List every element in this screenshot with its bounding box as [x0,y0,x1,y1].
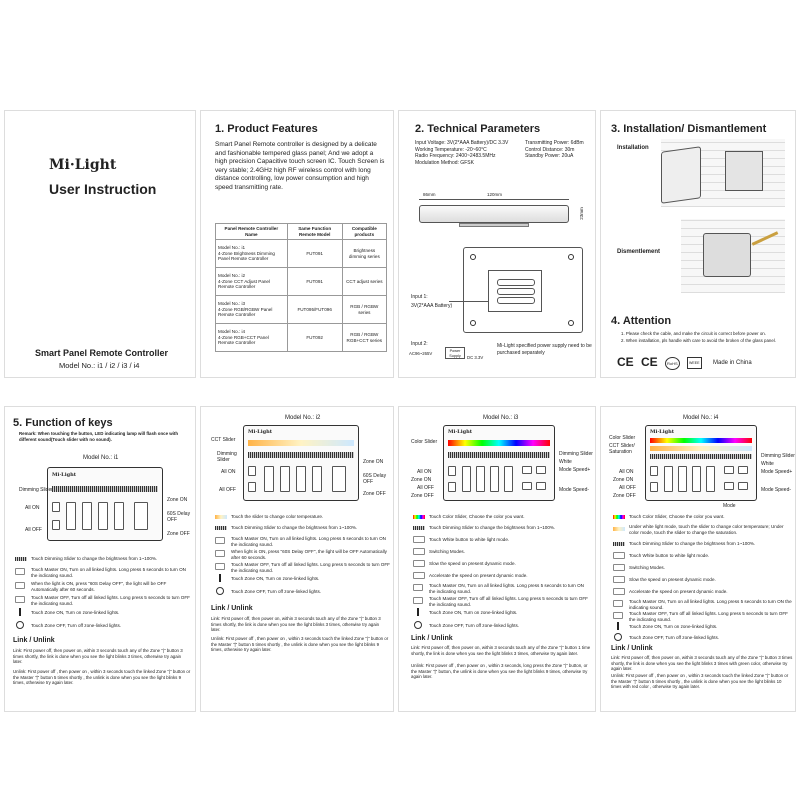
zone-off-icon [614,633,622,641]
all-on-icon [613,600,623,607]
keys-remark: Remark: When touching the button, LED indicating lamp will flash once with different sound(Touch slider with no sound). [19,431,179,442]
all-on-icon [413,584,423,591]
keys-heading: 5. Function of keys [13,417,113,429]
all-on-icon [215,537,225,544]
manual-title: User Instruction [49,181,157,197]
legend-item: Touch Color Slider, Choose the color you want. [429,514,525,519]
table-cell: CCT adjust series [342,268,386,296]
label-mode: Mode [723,503,736,509]
table-cell: RGB / RGBW series [342,296,386,324]
legend-item: Switching Modes. [429,549,466,554]
spec-right: Transmitting Power: 6dBm Control Distance: 30m Standby Power: 20uA [525,140,584,159]
label-all-on: All ON [221,469,236,475]
link-heading: Link / Unlink [13,637,55,644]
table-row [216,240,387,268]
spec-left: Input Voltage: 3V(2*AAA Battery)/DC 3.3V Working Temperature: -20~60°C Radio Frequency: 2400~2483.5MHz Modulation Method: GFSK [415,140,509,166]
legend-slider-icon [613,542,625,546]
device-back-rail [459,223,529,227]
label-zone-on: Zone ON [363,459,384,465]
device-back-view [463,247,583,333]
zone-on-icon [219,574,221,582]
speed-minus-icon [613,576,625,583]
zone-3-key[interactable] [296,466,306,492]
label-delay-off: 60S Delay OFF [167,511,191,523]
screwdriver-icon [752,231,779,246]
label-speed-minus: Mode Speed- [761,487,792,493]
legend-item: Accelerate the speed on present dynamic mode. [629,589,728,594]
legend-item: Switching Modes. [629,565,666,570]
label-zone-off: Zone OFF [167,531,190,537]
speed-plus-key[interactable] [536,466,546,474]
installation-heading: 3. Installation/ Dismantlement [611,123,767,135]
legend-item: Accelerate the speed on present dynamic mode. [429,573,528,578]
legend-item: Touch Master OFF, Turn off all linked lights. Long press 5 seconds to turn OFF the indicating sound. [231,562,390,573]
input1-leader [449,301,489,302]
label-dimming-slider: Dimming Slider [559,451,593,457]
white-key[interactable] [522,466,532,474]
dismantle-label: Dismentlement [617,249,661,255]
label-zone-off: Zone OFF [411,493,434,499]
label-dimming-slider: Dimming Slider [19,487,53,493]
attention-item: 1. Please check the cable, and make the circuit is correct before power on. [621,331,766,336]
link-heading: Link / Unlink [211,605,253,612]
remote-i3 [443,425,555,501]
legend-item: Slow the speed on present dynamic mode. [629,577,716,582]
mode-key[interactable] [724,482,734,490]
made-in-label: Made in China [713,360,752,366]
legend-item: Touch Zone ON, Turn on zone-linked lights. [629,624,718,629]
install-wall [661,139,785,207]
table-cell: FUT091 [287,240,342,268]
legend-item: Touch Master ON, Turn on all linked lights. Long press 5 seconds to turn ON the indicating sound. [31,567,186,578]
label-all-on: All ON [619,469,634,475]
legend-item: Touch the slider to change color temperature. [231,514,324,519]
speed-minus-icon [413,560,425,567]
label-white: White [761,461,774,467]
keys-panel [4,406,196,712]
legend-item: When the light is ON, press "60S Delay OFF", the light will be OFF Automatically after 60 seconds. [31,581,167,592]
legend-item: Touch Zone OFF, Turn off zone-linked lights. [429,623,520,628]
model-title: Model No.: i2 [285,415,321,421]
legend-item: Touch Master OFF, Turn off all linked lights. Long press 5 seconds to turn OFF the indicating sound. [629,611,788,622]
table-cell: RGB / RGBW RGB+CCT series [342,324,386,352]
zone-1-key[interactable] [664,466,673,492]
screw-hole [568,320,574,326]
label-zone-off: Zone OFF [613,493,636,499]
all-off-key[interactable] [248,482,256,492]
speed-plus-icon [613,588,625,595]
color-slider[interactable] [448,440,550,446]
label-all-on: All ON [417,469,432,475]
legend-item: Touch White button to white light mode. [629,553,710,558]
technical-heading: 2. Technical Parameters [415,123,541,135]
dimming-slider[interactable] [52,486,158,492]
legend-slider-icon [215,526,227,530]
features-heading: 1. Product Features [215,123,318,135]
legend-item: Touch Dimming Slider to change the brightness from 1~100%. [629,541,756,546]
table-cell: FUT091 [287,268,342,296]
mode-key[interactable] [522,482,532,490]
cct-saturation-slider[interactable] [650,446,752,451]
device-side-view [419,205,569,223]
label-cct-slider: CCT Slider/ Saturation [609,443,635,455]
cover-panel [4,110,196,378]
table-cell: FUT092 [287,324,342,352]
label-color-slider: Color Slider [411,439,438,445]
dimming-slider[interactable] [248,452,354,458]
cct-slider[interactable] [248,440,354,446]
all-on-icon [15,568,25,575]
legend-item: Touch Color Slider, Choose the color you want. [629,514,725,519]
table-cell: Model No.: i2 4-Zone CCT Adjust Panel Remote Controller [216,268,288,296]
zone-3-key[interactable] [490,466,499,492]
i4-panel [600,406,796,712]
input2-value: AC96~265V [409,351,433,356]
legend-item: Touch Zone OFF, Turn off zone-linked lights. [629,635,720,640]
label-all-off: All OFF [619,485,636,491]
legend-item: Under white light mode, touch the slider to change color temperature; Under color mode, touch the slider to change the saturation. [629,524,784,535]
legend-slider-icon [15,557,27,561]
dim-depth-label: 23mm [578,207,584,220]
table-row [216,324,387,352]
table-cell: Brightness dimming series [342,240,386,268]
link-text: Link: First power off, then power on, within 3 seconds touch any of the Zone "|" button 3 times shortly, the link is done when you see the light blinks 3 times, otherwise try again later. [211,616,381,633]
ce-mark-icon: CE [617,355,634,369]
remote-logo: Mi·Light [448,429,473,435]
zone-2-key[interactable] [678,466,687,492]
speed-plus-icon [413,572,425,579]
all-on-key[interactable] [448,466,456,476]
unlink-text: Unlink: First power off , then power on , within 3 seconds touch the linked Zone "|" button or the Master "|" button 5 times shortly , the unlink is done when you see the light blinks 9 times, otherwise try again later. [211,636,389,653]
remote-logo: Mi·Light [248,429,273,435]
delay-icon [215,550,225,557]
unlink-text: Unlink: First power off , then power on , within 3 seconds touch the linked Zone "|" button or the Master "|" button 5 times shortly , the unlink is done when you see the light blinks 9 times, otherwise try again later. [13,669,191,686]
technical-panel [398,110,596,378]
zone-2-key[interactable] [280,466,290,492]
i2-panel [200,406,394,712]
i3-panel [398,406,596,712]
legend-color-icon [613,515,625,519]
legend-item: Touch Zone ON, Turn on zone-linked lights. [31,610,120,615]
ce-mark-icon: CE [641,355,658,369]
white-icon [613,552,625,559]
white-icon [413,536,425,543]
model-title: Model No.: i1 [83,455,119,461]
delay-icon [15,582,25,589]
all-on-key[interactable] [248,466,256,476]
battery-compartment [488,270,542,312]
install-label: Installation [617,145,649,151]
speed-minus-key[interactable] [536,482,546,490]
label-speed-minus: Mode Speed- [559,487,590,493]
all-on-key[interactable] [650,466,658,476]
model-title: Model No.: i4 [683,415,719,421]
compatibility-table [215,223,387,352]
zone-4-key[interactable] [706,466,715,492]
weee-bin-icon: WEEE [687,357,702,369]
label-all-off: All OFF [25,527,42,533]
zone-2-key[interactable] [476,466,485,492]
label-zone-off: Zone OFF [363,491,386,497]
link-heading: Link / Unlink [411,635,453,642]
zone-off-icon [216,587,224,595]
table-header: Panel Remote Controller Name [216,224,288,240]
product-name: Smart Panel Remote Controller [35,348,169,358]
installation-panel [600,110,796,378]
table-cell: FUT095/FUT096 [287,296,342,324]
power-supply-box: Power Supply [445,347,465,359]
model-list: Model No.: i1 / i2 / i3 / i4 [59,361,140,370]
install-wall-box [725,151,763,191]
dismantle-panel [703,233,751,277]
all-off-icon [413,597,423,604]
dc-label: DC 3.3V [467,355,484,360]
link-text: Link: First power off, then power on, within 3 seconds touch any of the Zone "|" button 1 time shortly, the link is done when you see the light blinks 3 times, otherwise try again later. [411,645,591,656]
dismantle-wall [681,219,785,293]
link-text: Link: First power off, then power on, within 3 seconds touch any of the Zone "|" button 3 times shortly, the link is done when you see the light blinks 3 times with green color, otherwise try again later. [611,655,793,672]
legend-item: Touch Dimming Slider to change the brightness from 1~100%. [429,525,556,530]
table-cell: Model No.: i3 4-Zone RGB/RGBW Panel Remote Controller [216,296,288,324]
legend-cct-icon [613,527,625,531]
table-row [216,268,387,296]
unlink-text: Unlink: First power off , then power on , within 3 seconds touch the linked Zone "|" button or the Master "|" button 5 times shortly , the unlink is done when you see the light blinks 10 times with red color , otherwise try again later. [611,673,789,690]
zone-2-key[interactable] [82,502,92,530]
label-dimming-slider: Dimming Slider [761,453,795,459]
mode-icon [413,548,425,555]
unlink-text: Unlink: First power off , then power on , within 3 seconds, long press the Zone "|" button, or the Master "|" button, the unlink is done when you see the light blinks 9 times, otherwise try again later. [411,663,588,680]
remote-logo: Mi·Light [52,472,77,478]
legend-item: Touch Dimming Slider to change the brightness from 1~100%. [31,556,158,561]
dim-width-label: 86mm [423,192,436,197]
white-key[interactable] [724,466,734,474]
legend-item: Touch Master OFF, Turn off all linked lights. Long press 5 seconds to turn OFF the indicating sound. [31,595,190,606]
rohs-icon: RoHS [665,357,680,370]
table-cell: Model No.: i1 4-Zone Brightness Dimming Panel Remote Controller [216,240,288,268]
zone-on-icon [617,622,619,630]
all-off-icon [15,596,25,603]
legend-item: Touch Dimming Slider to change the brightness from 1~100%. [231,525,358,530]
input1-value: 3V(2*AAA Battery) [411,303,453,309]
label-cct-slider: CCT Slider [211,437,236,443]
table-header: Compatible products [342,224,386,240]
legend-item: When light is ON, press "60S Delay OFF", the light will be OFF Automatically after 60 seconds. [231,549,387,560]
zone-3-key[interactable] [98,502,108,530]
zone-1-key[interactable] [462,466,471,492]
zone-1-key[interactable] [66,502,76,530]
legend-item: Touch Zone ON, Turn on zone-linked lights. [231,576,320,581]
mode-icon [613,564,625,571]
all-off-icon [613,612,623,619]
legend-item: Touch Master ON, Turn on all linked lights. Long press 5 seconds to turn ON the indicating sound. [231,536,386,547]
label-dimming-slider: Dimming Slider [217,451,237,463]
features-panel [200,110,394,378]
label-color-slider: Color Slider [609,435,636,441]
zone-1-key[interactable] [264,466,274,492]
link-text: Link: First power off, then power on, within 3 seconds touch any of the Zone "|" button 3 times shortly, the link is done when you see the light blinks 3 times, otherwise try again later. [13,648,183,665]
install-panel-front [661,146,701,204]
attention-item: 2. When installation, pls handle with care to avoid the broken of the glass panel. [621,338,776,343]
label-zone-on: Zone ON [167,497,188,503]
speed-plus-key[interactable] [738,466,748,474]
label-white: White [559,459,572,465]
table-cell: Model No.: i4 4-Zone RGB+CCT Panel Remote Controller [216,324,288,352]
zone-on-icon [19,608,21,616]
zone-off-icon [414,621,422,629]
label-delay-off: 60S Delay OFF [363,473,387,485]
screw-hole [568,254,574,260]
dim-length-label: 120mm [487,192,503,197]
zone-on-icon [417,608,419,616]
model-title: Model No.: i3 [483,415,519,421]
speed-minus-key[interactable] [738,482,748,490]
legend-item: Touch Zone ON, Turn on zone-linked lights. [429,610,518,615]
dim-line [419,199,569,200]
all-off-key[interactable] [650,482,658,492]
dimming-slider[interactable] [448,452,550,458]
features-text: Smart Panel Remote controller is designed by a delicate and fashionable tempered glass panel; And we adopt a high precision Capacitive touch screen IC. Touch Screen is very stable; 2.4GHz high RF wireless control with long distance controlling, low power consumption and high speed transmitting rate. [215,141,385,191]
legend-item: Touch Zone OFF, Turn off zone-linked lights. [31,623,122,628]
label-all-off: All OFF [219,487,236,493]
color-slider[interactable] [650,438,752,443]
label-speed-plus: Mode Speed+ [761,469,793,475]
zone-4-key[interactable] [312,466,322,492]
remote-logo: Mi·Light [650,429,675,435]
zone-3-key[interactable] [692,466,701,492]
all-off-key[interactable] [448,482,456,492]
all-on-key[interactable] [52,502,60,512]
legend-item: Touch Master ON, Turn on all linked lights. Long press 5 seconds to turn ON the indicating sound. [429,583,584,594]
legend-slider-icon [413,526,425,530]
legend-item: Slow the speed on present dynamic mode. [429,561,516,566]
link-heading: Link / Unlink [611,645,653,652]
attention-heading: 4. Attention [611,315,672,327]
dimming-slider[interactable] [650,454,752,459]
legend-item: Touch Zone OFF, Turn off zone-linked lights. [231,589,322,594]
label-speed-plus: Mode Speed+ [559,467,591,473]
table-header: Same Function Remote Model [287,224,342,240]
input2-label: Input 2: [411,341,428,347]
legend-color-icon [413,515,425,519]
remote-i4 [645,425,757,501]
power-note: Mi-Light specified power supply need to be purchased separately [497,343,592,356]
delay-off-key[interactable] [134,502,148,530]
label-all-on: All ON [25,505,40,511]
legend-item: Touch Master ON, Turn on all linked lights. Long press 5 seconds to turn ON the indicating sound. [629,599,792,610]
screw-hole [470,320,476,326]
screw-hole [470,254,476,260]
legend-cct-icon [215,515,227,519]
all-off-icon [215,563,225,570]
zone-off-icon [16,621,24,629]
label-all-off: All OFF [417,485,434,491]
brand-logo: Mi·Light [49,157,117,173]
table-row [216,296,387,324]
label-zone-on: Zone ON [411,477,432,483]
all-off-key[interactable] [52,520,60,530]
label-zone-on: Zone ON [613,477,634,483]
legend-item: Touch Master OFF, Turn off all linked lights. Long press 5 seconds to turn OFF the indicating sound. [429,596,588,607]
zone-4-key[interactable] [504,466,513,492]
remote-i1 [47,467,163,541]
remote-i2 [243,425,359,501]
legend-item: Touch White button to white light mode. [429,537,510,542]
zone-4-key[interactable] [114,502,124,530]
delay-off-key[interactable] [332,466,346,492]
input1-label: Input 1: [411,294,428,300]
